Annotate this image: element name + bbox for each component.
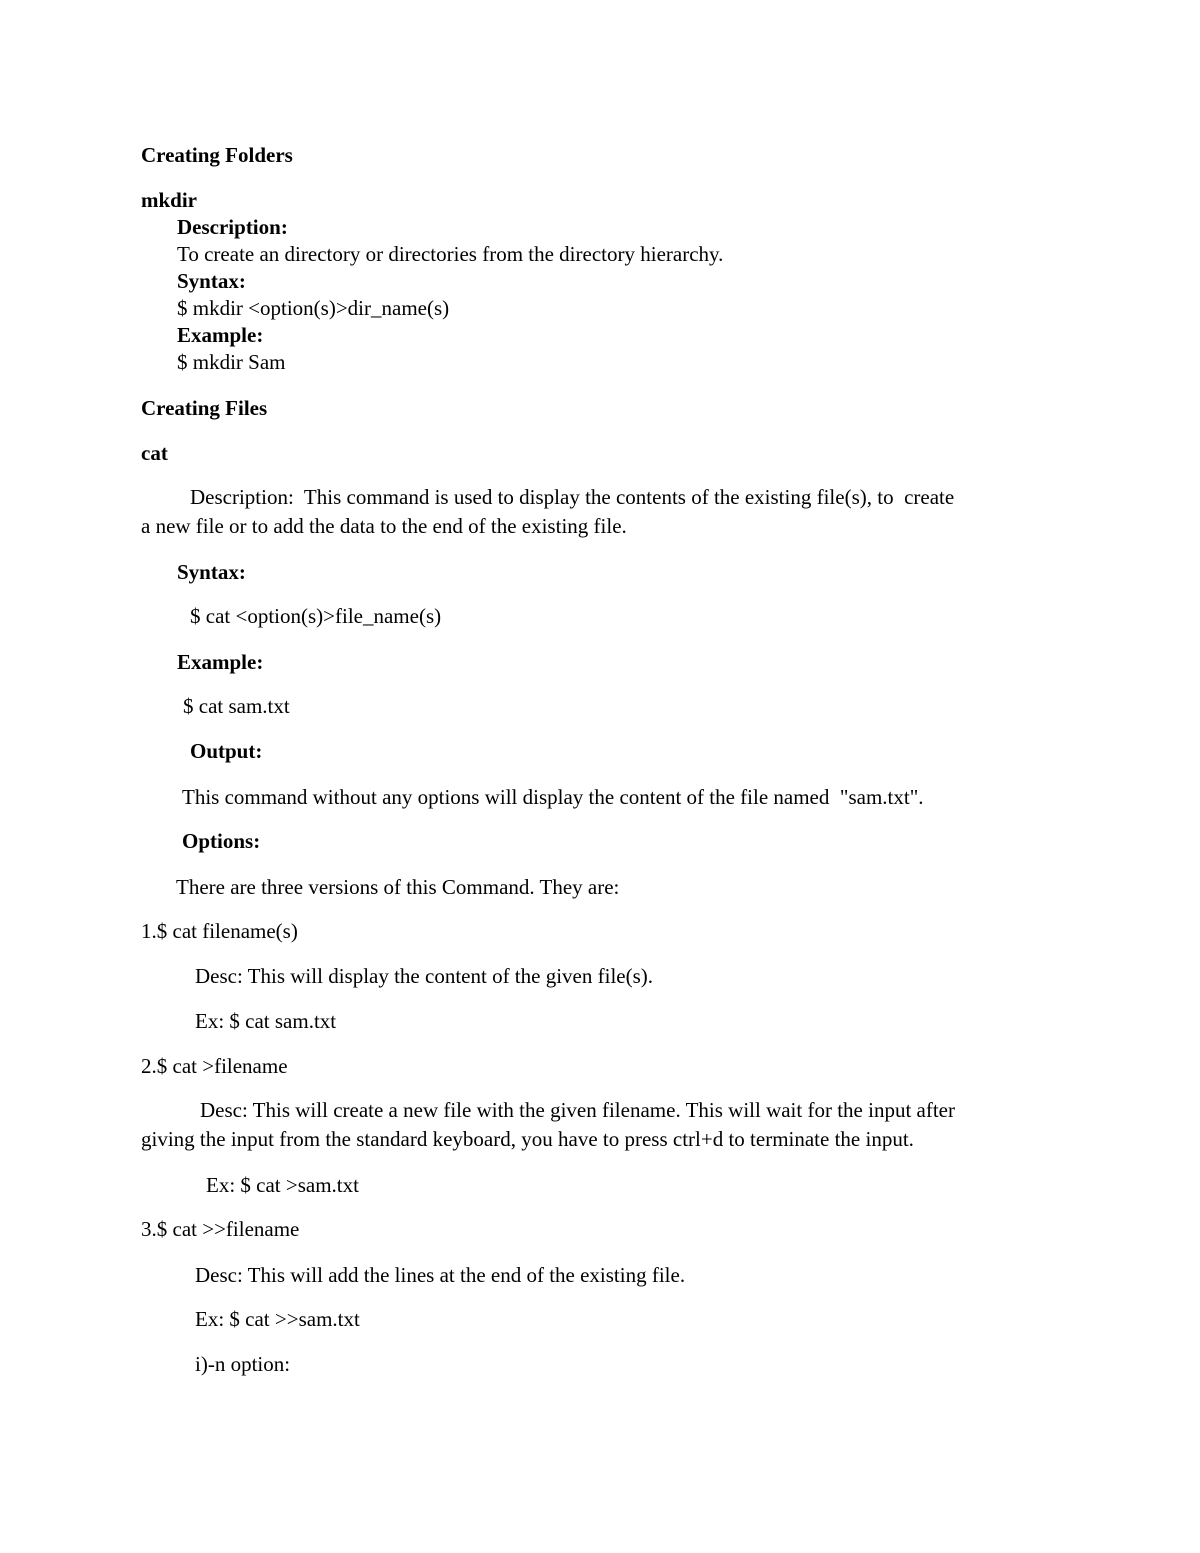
cat-version-2-desc-line1: Desc: This will create a new file with the given filename. This will wait for the input after xyxy=(200,1098,955,1122)
cat-description-line1: Description: This command is used to display the contents of the existing file(s), to create xyxy=(190,485,955,509)
cat-output-text: This command without any options will display the content of the file named "sam.txt". xyxy=(182,785,924,809)
cat-version-1-desc: Desc: This will display the content of the given file(s). xyxy=(195,964,654,988)
cat-version-2-example: Ex: $ cat >sam.txt xyxy=(206,1173,359,1197)
cat-syntax-text: $ cat <option(s)>file_name(s) xyxy=(190,604,442,628)
command-name-cat: cat xyxy=(141,441,168,465)
cat-version-2-heading: 2.$ cat >filename xyxy=(141,1054,288,1078)
cat-example-text: $ cat sam.txt xyxy=(183,694,290,718)
cat-version-3-example: Ex: $ cat >>sam.txt xyxy=(195,1307,360,1331)
command-name-mkdir: mkdir xyxy=(141,188,198,212)
cat-output-label: Output: xyxy=(190,739,263,763)
mkdir-description-text: To create an directory or directories from the directory hierarchy. xyxy=(177,242,724,266)
cat-version-3-desc: Desc: This will add the lines at the end of the existing file. xyxy=(195,1263,686,1287)
section-title-folders: Creating Folders xyxy=(141,143,293,167)
cat-description-line2: a new file or to add the data to the end of the existing file. xyxy=(141,514,627,538)
cat-version-1-heading: 1.$ cat filename(s) xyxy=(141,919,298,943)
mkdir-syntax-label: Syntax: xyxy=(177,269,246,293)
cat-version-3-heading: 3.$ cat >>filename xyxy=(141,1217,300,1241)
mkdir-example-text: $ mkdir Sam xyxy=(177,350,286,374)
cat-options-label: Options: xyxy=(182,829,261,853)
cat-n-option-heading: i)-n option: xyxy=(195,1352,291,1376)
cat-options-intro: There are three versions of this Command. They are: xyxy=(176,875,620,899)
cat-syntax-label: Syntax: xyxy=(177,560,246,584)
mkdir-description-label: Description: xyxy=(177,215,288,239)
mkdir-syntax-text: $ mkdir <option(s)>dir_name(s) xyxy=(177,296,450,320)
cat-example-label: Example: xyxy=(177,650,264,674)
cat-version-1-example: Ex: $ cat sam.txt xyxy=(195,1009,337,1033)
cat-version-2-desc-line2: giving the input from the standard keyboard, you have to press ctrl+d to terminate the input. xyxy=(141,1127,914,1151)
section-title-files: Creating Files xyxy=(141,396,268,420)
mkdir-example-label: Example: xyxy=(177,323,264,347)
